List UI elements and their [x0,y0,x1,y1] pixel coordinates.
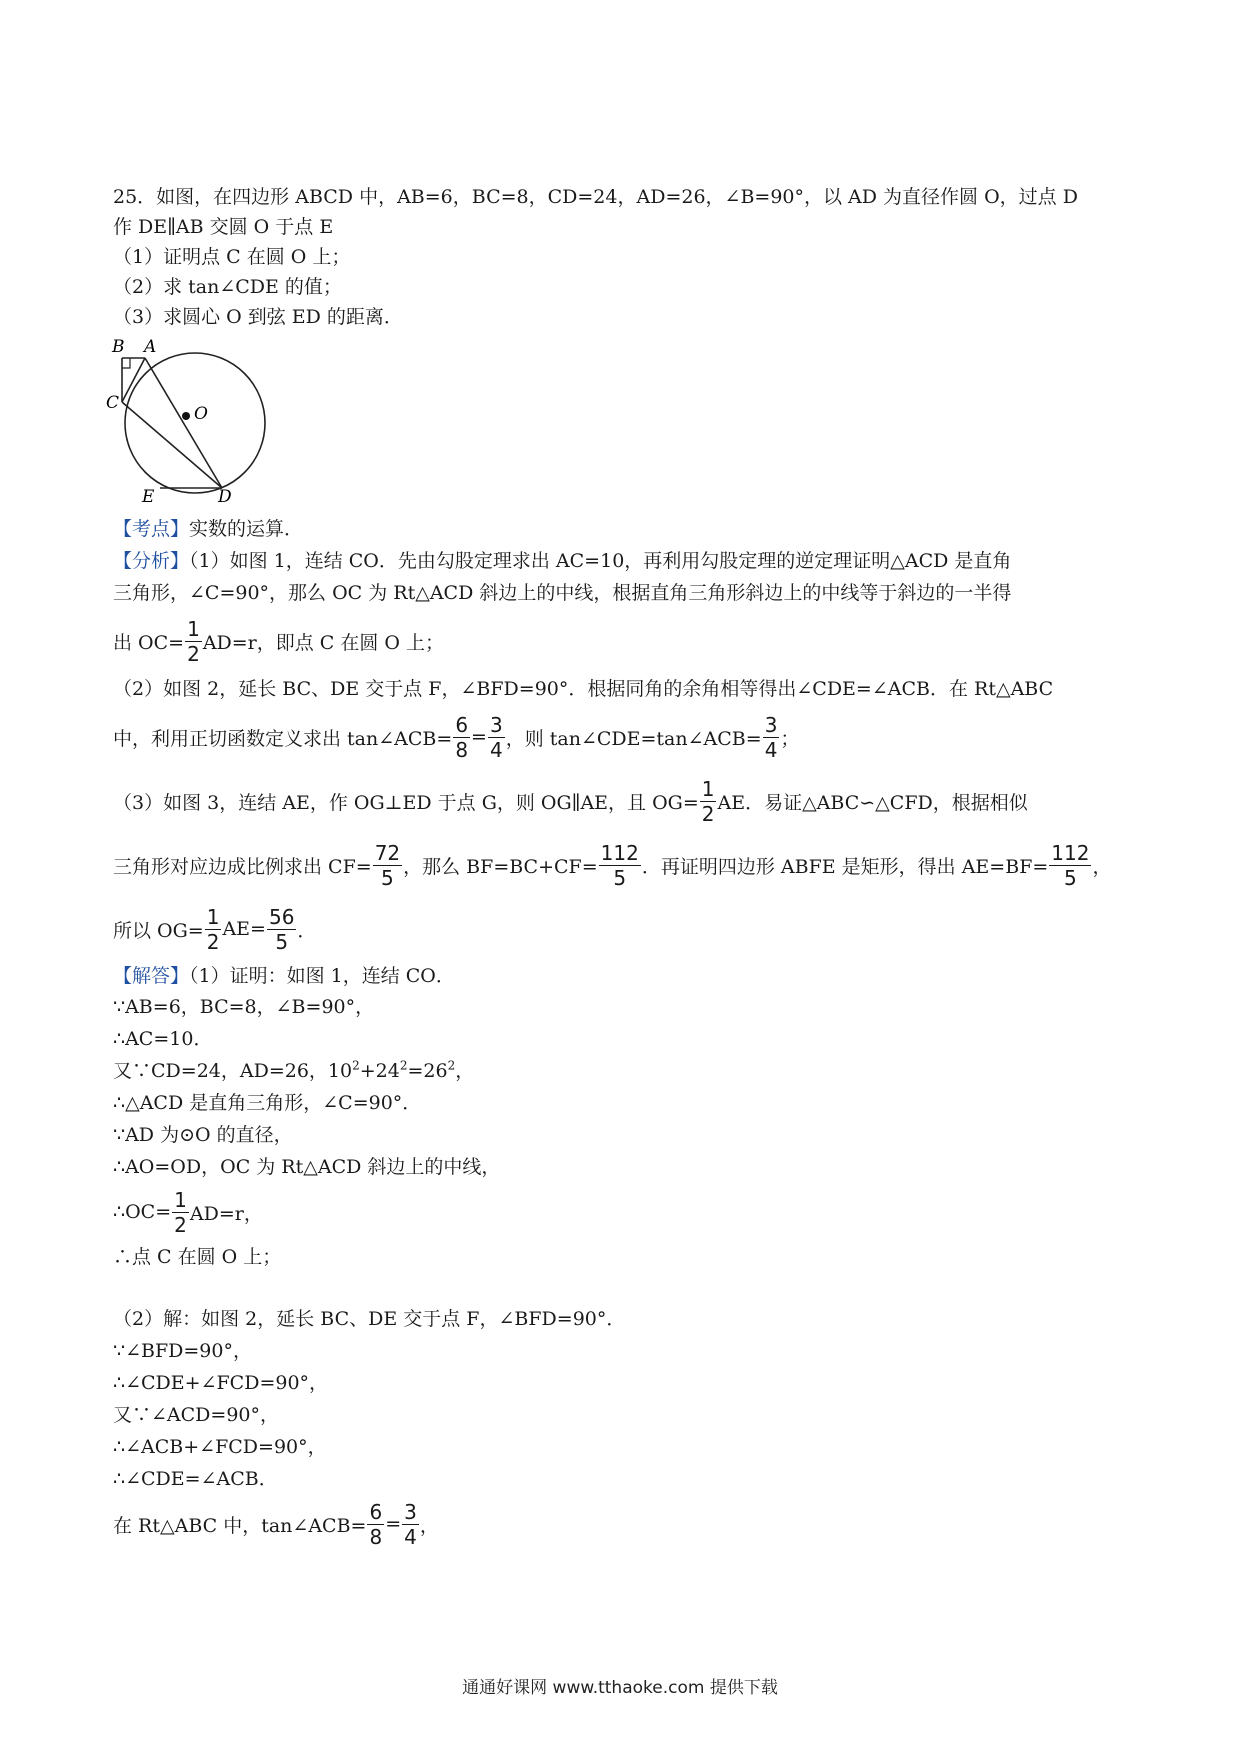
problem-content [106,182,1133,1553]
jieda-line-7: ∴AO=OD，OC 为 Rt△ACD 斜边上的中线， [113,1156,501,1178]
jieda-part2-line-7 [113,1495,1133,1553]
equals-sign-2: = [385,1513,402,1535]
fenxi-line-1 [113,545,1133,577]
question-1: （1）证明点 C 在圆 O 上； [113,246,351,268]
jieda-line-6: ∵AD 为⊙O 的直径， [113,1124,293,1146]
fenxi-p3-text-2d: ， [1092,855,1112,878]
fenxi-p3-text-1b: AE．易证△ABC∽△CFD，根据相似 [717,791,1028,814]
problem-statement-line-2: 作 DE∥AB 交圆 O 于点 E [113,216,334,238]
fraction-cf: $\frac{72}{5}$ [374,840,401,890]
fraction-bf-2: $\frac{112}{5}$ [1051,840,1090,890]
center-point-o [182,412,190,420]
jieda-part2-text-7a: 在 Rt△ABC 中，tan∠ACB= [113,1514,367,1537]
segment-ac [122,358,145,402]
fenxi-p2-line-1: （2）如图 2，延长 BC、DE 交于点 F，∠BFD=90°．根据同角的余角相等得出∠CDE=∠ACB．在 Rt△ABC [113,678,1054,700]
label-o: O [194,404,208,424]
jieda-text-4a: 又∵CD=24，AD=26，10 [113,1060,353,1082]
fenxi-line-2: 三角形，∠C=90°，那么 OC 为 Rt△ACD 斜边上的中线，根据直角三角形斜边上的中线等于斜边的一半得 [113,582,1012,604]
fraction-half-4: $\frac{1}{2}$ [174,1187,187,1237]
fraction-bf: $\frac{112}{5}$ [600,840,639,890]
label-c: C [106,393,120,413]
jieda-part2-line-3: ∴∠CDE+∠FCD=90°， [113,1372,329,1394]
question-3: （3）求圆心 O 到弦 ED 的距离． [113,306,403,328]
fraction-six-eighths-2: $\frac{6}{8}$ [369,1499,383,1549]
jieda-line-9: ∴点 C 在圆 O 上； [113,1246,282,1268]
label-b: B [112,337,125,357]
fraction-half-3: $\frac{1}{2}$ [206,904,220,954]
fenxi-p3-line-3 [113,897,1133,961]
geometry-figure [106,336,276,504]
kaodian-text: 实数的运算． [189,518,304,540]
label-a: A [144,337,157,357]
blank-gap [113,1273,1133,1303]
jieda-text-4c: =26 [407,1060,448,1082]
diameter-ad [145,358,222,488]
jieda-part2-line-6: ∴∠CDE=∠ACB． [113,1468,278,1490]
fenxi-p3-line-2 [113,833,1133,897]
fenxi-tag: 【分析】 [113,550,190,572]
fenxi-p2-text-d: ； [780,727,800,750]
jieda-line-2: ∵AB=6，BC=8，∠B=90°， [113,996,375,1018]
fraction-og: $\frac{56}{5}$ [268,904,295,954]
jieda-line-1 [113,961,1133,991]
problem-statement-line-1: 25．如图，在四边形 ABCD 中，AB=6，BC=8，CD=24，AD=26，∠B=90°，以 AD 为直径作圆 O，过点 D [113,186,1078,208]
jieda-text-4d: ， [455,1060,475,1082]
jieda-line-5: ∴△ACD 是直角三角形，∠C=90°． [113,1092,422,1114]
fraction-three-quarters-2: $\frac{3}{4}$ [764,712,778,762]
fenxi-p1-text-3b: AD=r，即点 C 在圆 O 上； [202,631,445,654]
jieda-part2-line-5: ∴∠ACB+∠FCD=90°， [113,1436,327,1458]
right-angle-mark [122,358,130,368]
kaodian-tag: 【考点】 [113,518,190,540]
fraction-half: $\frac{1}{2}$ [187,616,200,666]
equals-sign: = [471,726,487,748]
jieda-part2-line-4: 又∵∠ACD=90°， [113,1404,280,1426]
jieda-line-8 [113,1183,1133,1241]
fenxi-p1-text-1: （1）如图 1，连结 CO．先由勾股定理求出 AC=10，再利用勾股定理的逆定理证明△ACD 是直角 [189,550,1012,572]
jieda-part2-line-2: ∵∠BFD=90°， [113,1340,252,1362]
fraction-half-2: $\frac{1}{2}$ [701,776,715,826]
question-2: （2）求 tan∠CDE 的值； [113,276,342,298]
fenxi-p3-line-1 [113,769,1133,833]
fraction-six-eighths: $\frac{6}{8}$ [455,712,469,762]
superscript: 2 [447,1058,456,1073]
fenxi-p3-text-3c: ． [297,919,317,942]
label-e: E [142,487,155,504]
jieda-part2-text-7c: ， [419,1514,439,1537]
fenxi-p3-text-3b: AE= [222,918,266,940]
fenxi-line-3 [113,609,1133,673]
jieda-tag: 【解答】 [113,965,190,987]
fenxi-p2-text-a: 中，利用正切函数定义求出 tan∠ACB= [113,727,453,750]
footer-credit: 通通好课网 www.tthaoke.com 提供下载 [462,1678,778,1698]
kaodian-line [113,513,1133,545]
jieda-line-4 [113,1055,1133,1087]
jieda-line-3: ∴AC=10． [113,1028,213,1050]
label-d: D [218,487,232,504]
jieda-text-8b: AD=r， [189,1202,263,1225]
fenxi-p2-text-c: ，则 tan∠CDE=tan∠ACB= [505,727,762,750]
fenxi-p3-text-3a: 所以 OG= [113,919,204,942]
fenxi-p3-text-1a: （3）如图 3，连结 AE，作 OG⊥ED 于点 G，则 OG∥AE，且 OG= [113,791,699,814]
superscript: 2 [399,1058,408,1073]
jieda-text-1: （1）证明：如图 1，连结 CO． [189,965,455,987]
jieda-part2-line-1: （2）解：如图 2，延长 BC、DE 交于点 F，∠BFD=90°． [113,1308,626,1330]
fraction-three-quarters: $\frac{3}{4}$ [489,712,503,762]
jieda-text-4b: +24 [359,1060,400,1082]
superscript: 2 [352,1058,360,1073]
fenxi-p3-text-2a: 三角形对应边成比例求出 CF= [113,855,372,878]
fenxi-p1-text-3a: 出 OC= [113,631,185,654]
fenxi-p2-line-2 [113,705,1133,769]
fenxi-p3-text-2c: ．再证明四边形 ABFE 是矩形，得出 AE=BF= [641,855,1049,878]
fraction-three-quarters-3: $\frac{3}{4}$ [404,1499,417,1549]
jieda-text-8a: ∴OC= [113,1201,172,1223]
fenxi-p3-text-2b: ，那么 BF=BC+CF= [403,855,598,878]
